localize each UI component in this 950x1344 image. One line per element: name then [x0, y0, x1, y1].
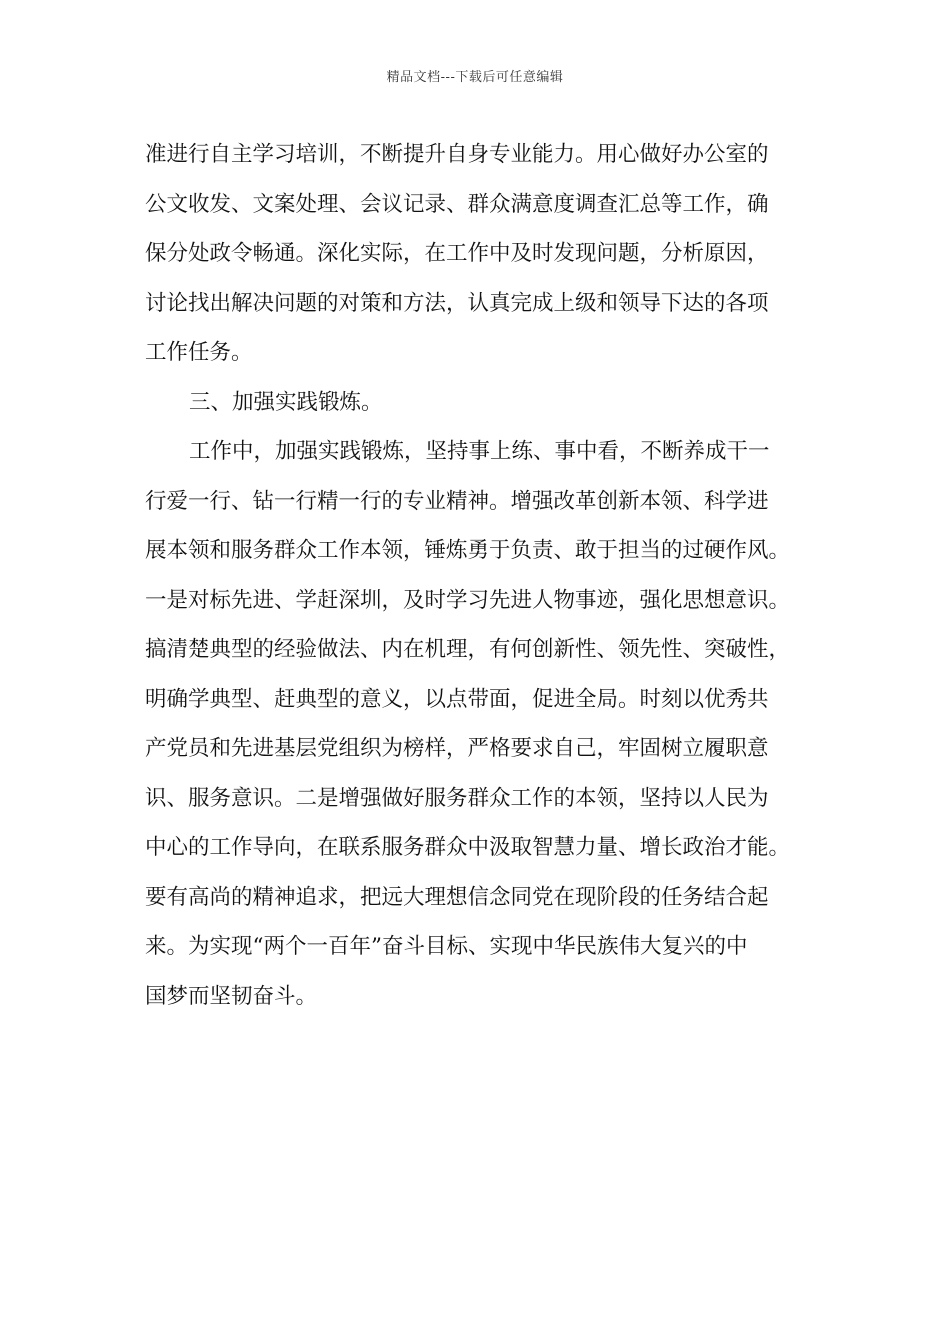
paragraph-line: 公文收发、文案处理、会议记录、群众满意度调查汇总等工作，确	[145, 191, 769, 217]
paragraph-line: 来。为实现“两个一百年”奋斗目标、实现中华民族伟大复兴的中	[145, 934, 748, 959]
paragraph-line: 国梦而坚韧奋斗。	[145, 983, 318, 1009]
paragraph-line: 产党员和先进基层党组织为榜样，严格要求自己，牢固树立履职意	[145, 736, 769, 761]
paragraph-line: 准进行自主学习培训，不断提升自身专业能力。用心做好办公室的	[145, 142, 769, 167]
paragraph-line: 识、服务意识。二是增强做好服务群众工作的本领，坚持以人民为	[145, 785, 769, 811]
paragraph-line: 工作任务。	[145, 340, 253, 365]
paragraph-line: 保分处政令畅通。深化实际，在工作中及时发现问题，分析原因，	[145, 241, 769, 266]
section-heading: 三、加强实践锻炼。	[189, 389, 383, 415]
paragraph-line: 展本领和服务群众工作本领，锤炼勇于负责、敢于担当的过硬作风。	[145, 538, 791, 563]
paragraph-line: 要有高尚的精神追求，把远大理想信念同党在现阶段的任务结合起	[145, 884, 769, 910]
paragraph-line: 行爱一行、钻一行精一行的专业精神。增强改革创新本领、科学进	[145, 488, 769, 514]
paragraph-line: 工作中，加强实践锻炼，坚持事上练、事中看，不断养成干一	[189, 439, 770, 464]
document-body	[145, 130, 810, 1021]
page-header: 精品文档---下载后可任意编辑	[386, 70, 564, 85]
paragraph-line: 搞清楚典型的经验做法、内在机理，有何创新性、领先性、突破性，	[145, 637, 791, 662]
paragraph-line: 讨论找出解决问题的对策和方法，认真完成上级和领导下达的各项	[145, 290, 769, 316]
paragraph-line: 中心的工作导向，在联系服务群众中汲取智慧力量、增长政治才能。	[145, 835, 791, 860]
paragraph-line: 明确学典型、赶典型的意义，以点带面，促进全局。时刻以优秀共	[145, 686, 769, 712]
paragraph-line: 一是对标先进、学赶深圳，及时学习先进人物事迹，强化思想意识。	[145, 587, 791, 613]
